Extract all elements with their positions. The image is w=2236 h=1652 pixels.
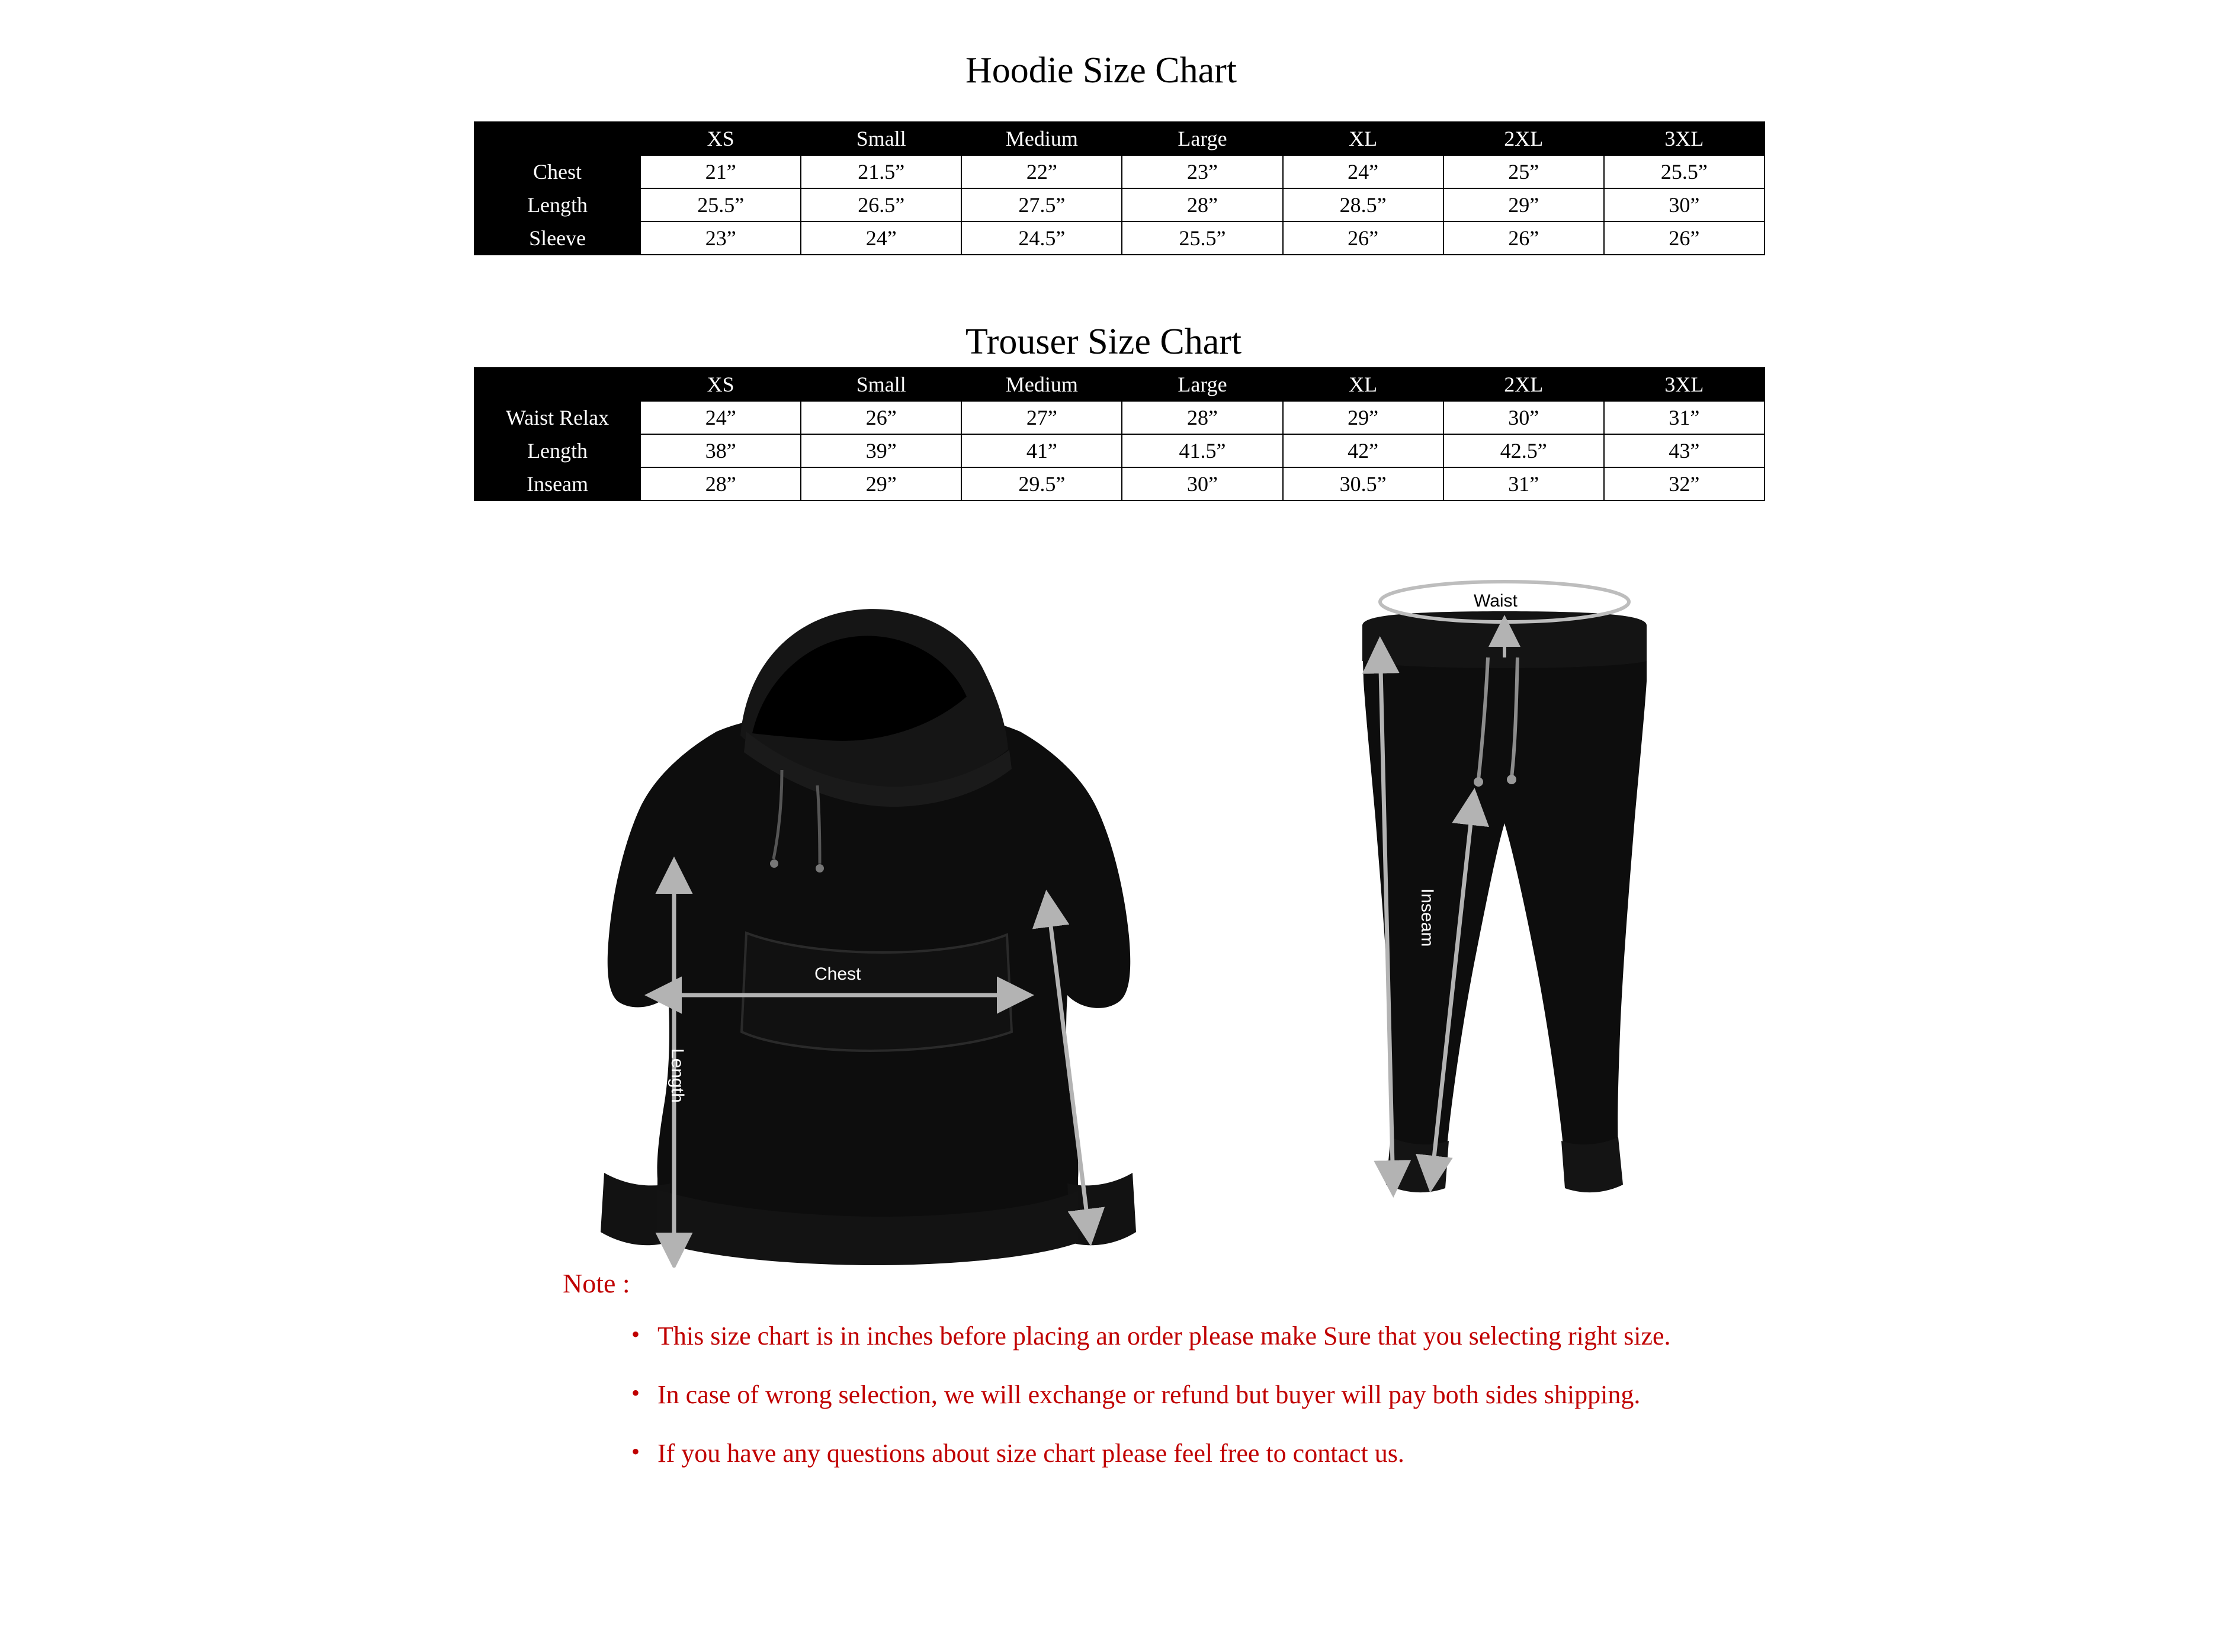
- column-header-3xl: 3XL: [1604, 122, 1765, 155]
- cell-chest-2xl: 25”: [1443, 155, 1604, 188]
- column-header-small: Small: [801, 122, 961, 155]
- table-header-row: [474, 368, 1765, 401]
- row-label-inseam: Inseam: [474, 467, 640, 501]
- hoodie-length-label: Length: [668, 1048, 687, 1103]
- table-row: [474, 188, 1765, 222]
- cell-length-large: 28”: [1122, 188, 1282, 222]
- trouser-drawstring-tip-left: [1474, 777, 1483, 787]
- trouser-illustration: [1327, 569, 1682, 1268]
- cell-length-2xl: 29”: [1443, 188, 1604, 222]
- trouser-cuff-right: [1561, 1137, 1623, 1192]
- column-header-medium: Medium: [961, 122, 1122, 155]
- cell-length-small: 39”: [801, 434, 961, 467]
- cell-inseam-2xl: 31”: [1443, 467, 1604, 501]
- hoodie-size-table: [474, 121, 1765, 255]
- note-item-2: • In case of wrong selection, we will exchange or refund but buyer will pay both sides shipping.: [657, 1378, 1807, 1412]
- column-header-2xl: 2XL: [1443, 122, 1604, 155]
- cell-inseam-xl: 30.5”: [1283, 467, 1443, 501]
- trouser-waist-label: Waist: [1474, 591, 1518, 611]
- column-header-medium: Medium: [961, 368, 1122, 401]
- cell-chest-small: 21.5”: [801, 155, 961, 188]
- cell-inseam-small: 29”: [801, 467, 961, 501]
- trouser-cuff-left: [1386, 1137, 1449, 1192]
- table-header-row: [474, 122, 1765, 155]
- cell-length-xs: 38”: [640, 434, 801, 467]
- cell-length-large: 41.5”: [1122, 434, 1282, 467]
- column-header-xl: XL: [1283, 122, 1443, 155]
- cell-chest-3xl: 25.5”: [1604, 155, 1765, 188]
- note-item-3: • If you have any questions about size chart please feel free to contact us.: [657, 1436, 1807, 1470]
- trouser-chart-title: Trouser Size Chart: [965, 321, 1242, 362]
- hoodie-chest-label: Chest: [814, 964, 861, 984]
- cell-chest-xl: 24”: [1283, 155, 1443, 188]
- trouser-length-label: Length: [1353, 841, 1373, 896]
- note-item-1: • This size chart is in inches before placing an order please make Sure that you selecting right size.: [657, 1319, 1807, 1353]
- table-row: [474, 155, 1765, 188]
- trouser-body-shape: [1362, 621, 1647, 1152]
- cell-inseam-medium: 29.5”: [961, 467, 1122, 501]
- column-header-xs: XS: [640, 368, 801, 401]
- cell-length-3xl: 43”: [1604, 434, 1765, 467]
- hoodie-sleeve-label: Sleeve: [1076, 1066, 1096, 1121]
- cell-chest-large: 23”: [1122, 155, 1282, 188]
- column-header-small: Small: [801, 368, 961, 401]
- trouser-inseam-label: Inseam: [1417, 888, 1437, 947]
- cell-chest-medium: 22”: [961, 155, 1122, 188]
- cell-sleeve-xl: 26”: [1283, 222, 1443, 255]
- cell-length-2xl: 42.5”: [1443, 434, 1604, 467]
- note-block: [563, 1268, 1807, 1496]
- drawstring-tip-left: [770, 859, 778, 868]
- note-heading: Note :: [563, 1268, 630, 1298]
- cell-sleeve-small: 24”: [801, 222, 961, 255]
- cell-waist-3xl: 31”: [1604, 401, 1765, 434]
- table-row: [474, 222, 1765, 255]
- cell-length-medium: 27.5”: [961, 188, 1122, 222]
- hoodie-drawing: [569, 580, 1196, 1268]
- row-label-chest: Chest: [474, 155, 640, 188]
- cell-sleeve-2xl: 26”: [1443, 222, 1604, 255]
- column-header-3xl: 3XL: [1604, 368, 1765, 401]
- table-corner-cell: [474, 122, 640, 155]
- cell-sleeve-3xl: 26”: [1604, 222, 1765, 255]
- cell-length-3xl: 30”: [1604, 188, 1765, 222]
- cell-waist-medium: 27”: [961, 401, 1122, 434]
- cell-waist-large: 28”: [1122, 401, 1282, 434]
- table-row: [474, 434, 1765, 467]
- table-corner-cell: [474, 368, 640, 401]
- row-label-waist-relax: Waist Relax: [474, 401, 640, 434]
- cell-chest-xs: 21”: [640, 155, 801, 188]
- cell-length-xl: 28.5”: [1283, 188, 1443, 222]
- note-list: [563, 1319, 1807, 1471]
- cell-sleeve-xs: 23”: [640, 222, 801, 255]
- cell-sleeve-medium: 24.5”: [961, 222, 1122, 255]
- cell-length-xs: 25.5”: [640, 188, 801, 222]
- hoodie-chart-title: Hoodie Size Chart: [965, 50, 1237, 91]
- row-label-length: Length: [474, 434, 640, 467]
- table-row: [474, 401, 1765, 434]
- cell-length-xl: 42”: [1283, 434, 1443, 467]
- cell-inseam-3xl: 32”: [1604, 467, 1765, 501]
- trouser-drawstring-tip-right: [1507, 775, 1516, 784]
- cell-inseam-xs: 28”: [640, 467, 801, 501]
- cell-length-small: 26.5”: [801, 188, 961, 222]
- trouser-drawing: [1327, 569, 1682, 1268]
- column-header-2xl: 2XL: [1443, 368, 1604, 401]
- trouser-size-table: [474, 367, 1765, 501]
- table-row: [474, 467, 1765, 501]
- row-label-length: Length: [474, 188, 640, 222]
- cell-sleeve-large: 25.5”: [1122, 222, 1282, 255]
- row-label-sleeve: Sleeve: [474, 222, 640, 255]
- cell-inseam-large: 30”: [1122, 467, 1282, 501]
- hoodie-illustration: [569, 580, 1196, 1268]
- drawstring-tip-right: [816, 864, 824, 872]
- cell-waist-xs: 24”: [640, 401, 801, 434]
- column-header-xl: XL: [1283, 368, 1443, 401]
- column-header-large: Large: [1122, 368, 1282, 401]
- cell-waist-2xl: 30”: [1443, 401, 1604, 434]
- cell-waist-small: 26”: [801, 401, 961, 434]
- column-header-large: Large: [1122, 122, 1282, 155]
- cell-length-medium: 41”: [961, 434, 1122, 467]
- cell-waist-xl: 29”: [1283, 401, 1443, 434]
- column-header-xs: XS: [640, 122, 801, 155]
